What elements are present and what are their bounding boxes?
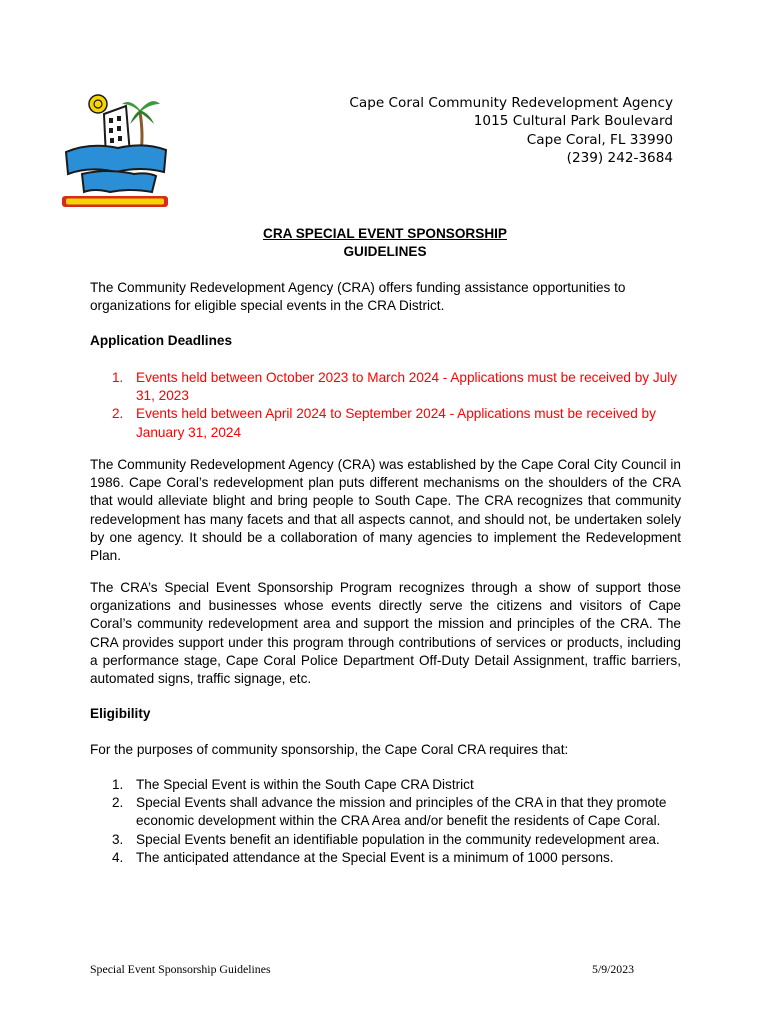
list-item-text: Events held between October 2023 to March 2024 - Applications must be received by July 31, 2023: [136, 370, 678, 404]
agency-address: [349, 94, 673, 168]
address-city-state: Cape Coral, FL 33990: [526, 131, 673, 148]
document-title: CRA SPECIAL EVENT SPONSORSHIP: [263, 226, 507, 241]
eligibility-list: [90, 776, 681, 867]
footer-document-name: Special Event Sponsorship Guidelines: [90, 962, 271, 976]
address-agency-name: Cape Coral Community Redevelopment Agency: [349, 95, 673, 111]
list-item: [90, 776, 681, 794]
list-item: [90, 831, 681, 849]
sponsorship-program-paragraph: The CRA’s Special Event Sponsorship Program recognizes through a show of support those organizations and businesses whose events directly serve the citizens and visitors of Cape Coral’s community redevelopment area and support the mission and principles of the CRA. The CRA provides support under this program through contributions of services or products, including a performance stage, Cape Coral Police Department Off-Duty Detail Assignment, traffic barriers, automated signs, traffic signage, etc.: [90, 580, 681, 687]
list-item-number: 4.: [112, 849, 124, 865]
list-item-text: Special Events shall advance the mission and principles of the CRA in that they promote economic development within the CRA Area and/or benefit the residents of Cape Coral.: [136, 795, 667, 829]
list-item-text: Special Events benefit an identifiable population in the community redevelopment area.: [136, 831, 660, 847]
list-item-text: Events held between April 2024 to September 2024 - Applications must be received by January 31, 2024: [136, 406, 656, 440]
list-item: [90, 849, 681, 867]
address-street: 1015 Cultural Park Boulevard: [473, 113, 673, 130]
list-item: [90, 794, 681, 830]
address-phone: (239) 242-3684: [566, 150, 673, 167]
list-item: [90, 405, 681, 441]
list-item-number: 1.: [112, 777, 124, 792]
deadlines-list: [90, 369, 681, 442]
intro-paragraph: The Community Redevelopment Agency (CRA) offers funding assistance opportunities to organizations for eligible special events in the CRA District.: [90, 280, 626, 314]
footer-date: 5/9/2023: [592, 962, 634, 976]
deadlines-heading: Application Deadlines: [90, 333, 233, 348]
list-item-number: 2.: [112, 406, 124, 422]
list-item-text: The anticipated attendance at the Special Event is a minimum of 1000 persons.: [136, 849, 614, 865]
list-item-number: 1.: [112, 370, 124, 385]
eligibility-intro: For the purposes of community sponsorship, the Cape Coral CRA requires that:: [90, 742, 569, 757]
cra-history-paragraph: The Community Redevelopment Agency (CRA) was established by the Cape Coral City Council in 1986. Cape Coral’s redevelopment plan puts different mechanisms on the shoulders of the CRA that would alleviate blight and bring people to South Cape. The CRA recognizes that community redevelopment has many facets and that all aspects cannot, and should not, be undertaken solely by one agency. It should be a collaboration of many agencies to implement the Redevelopment Plan.: [90, 457, 681, 564]
eligibility-heading: Eligibility: [90, 706, 151, 721]
list-item: [90, 369, 681, 405]
list-item-number: 3.: [112, 831, 124, 847]
document-subtitle: GUIDELINES: [343, 244, 427, 259]
south-cape-logo: [60, 92, 170, 210]
list-item-number: 2.: [112, 795, 124, 811]
list-item-text: The Special Event is within the South Cape CRA District: [136, 777, 474, 792]
